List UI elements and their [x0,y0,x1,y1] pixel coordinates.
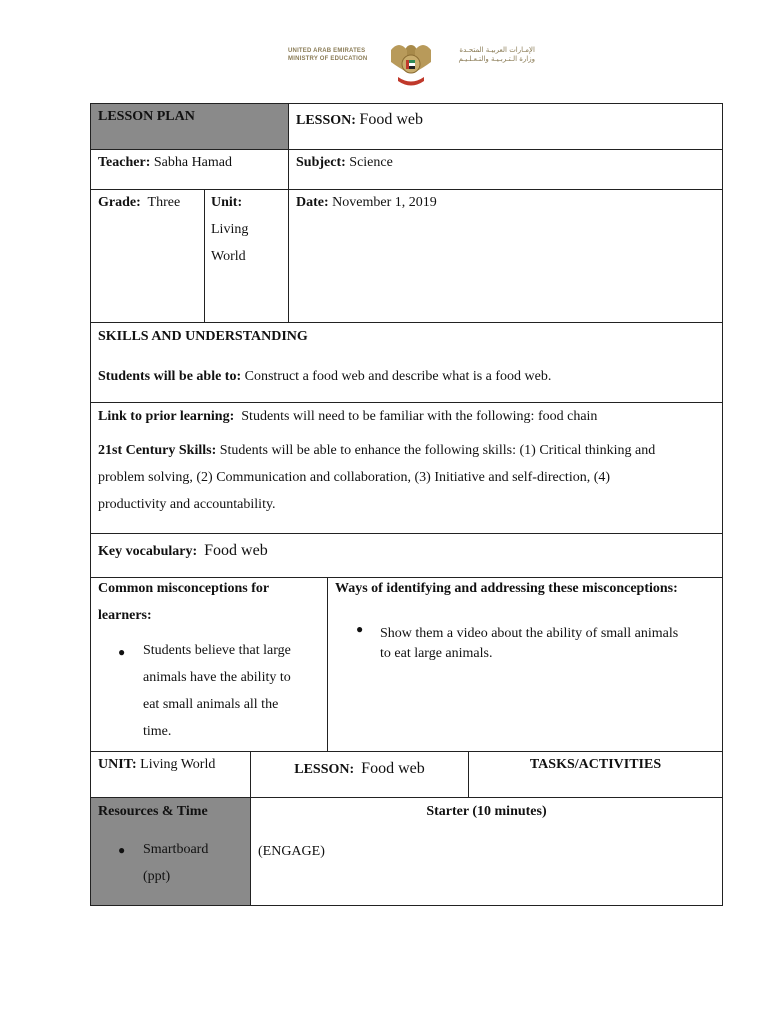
org-name-ar-2: وزارة الـتـربـيـة والتـعـلـيـم [458,55,535,63]
resource-item: Smartboard (ppt) [143,842,209,884]
unit-field: Unit: Living World [211,195,249,264]
grade-field: Grade: Three [98,195,181,210]
subject-field: Subject: Science [296,155,393,170]
org-name-en-1: UNITED ARAB EMIRATES [288,48,366,54]
engage-label: (ENGAGE) [258,844,325,859]
teacher-field: Teacher: Sabha Hamad [98,155,233,170]
unit-row-unit: UNIT: Living World [98,757,216,772]
key-vocabulary: Key vocabulary: Food web [98,542,268,559]
skills-objective: Students will be able to: Construct a food web and describe what is a food web. [98,369,552,384]
prior-learning: Link to prior learning: Students will need to be familiar with the following: food chain [98,409,598,424]
starter-heading: Starter (10 minutes) [426,804,547,819]
org-name-en-2: MINISTRY OF EDUCATION [288,56,368,62]
unit-row-lesson: LESSON: Food web [294,760,425,777]
org-name-ar-1: الإمـارات العربيـة المتحـدة [459,46,535,54]
tasks-activities-heading: TASKS/ACTIVITIES [529,757,662,772]
addressing-item: Show them a video about the ability of small animals to eat large animals. [380,626,679,661]
lesson-plan-title: LESSON PLAN [98,109,195,124]
skills-heading: SKILLS AND UNDERSTANDING [98,329,308,344]
date-field: Date: November 1, 2019 [296,195,437,210]
misconception-item: Students believe that large animals have the ability to eat small animals all the time. [143,643,291,739]
century-skills: 21st Century Skills: Students will be able to enhance the following skills: (1) Critical thinking and problem solving, (2) Communication and collaboration, (3) Initiative and self-direction, (4) productivity and accountability. [98,443,656,512]
addressing-heading: Ways of identifying and addressing these misconceptions: [335,581,678,596]
resources-heading: Resources & Time [98,804,208,819]
bullet-icon: ● [356,622,364,636]
lesson-title: LESSON: Food web [296,111,423,128]
bullet-icon: ● [118,843,126,857]
bullet-icon: ● [118,645,126,659]
misconceptions-heading: Common misconceptions for learners: [98,581,270,623]
